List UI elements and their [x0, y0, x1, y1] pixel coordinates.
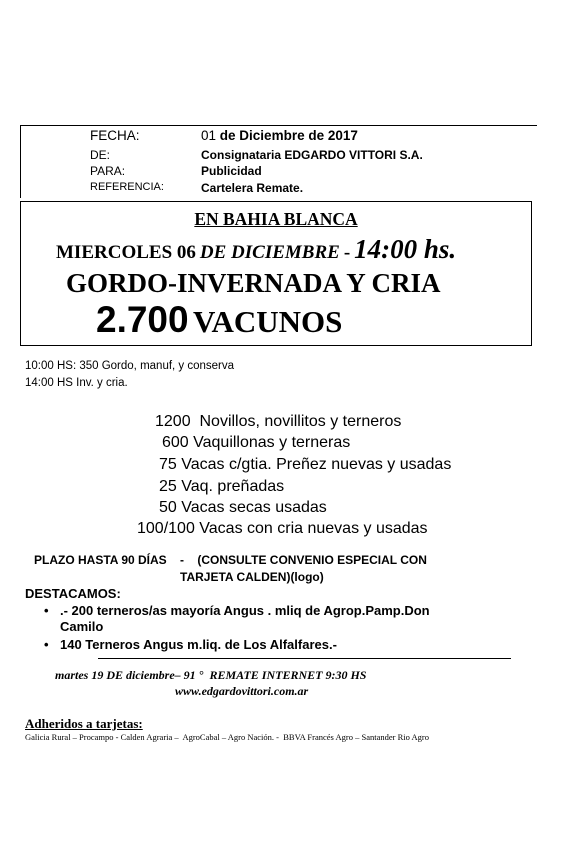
- lot-item: 50 Vacas secas usadas: [159, 499, 327, 516]
- para-value: Publicidad: [201, 164, 262, 178]
- fecha-day: 01: [201, 128, 217, 143]
- destacamos-item-cont: Camilo: [60, 619, 104, 634]
- referencia-value: Cartelera Remate.: [201, 181, 304, 195]
- lot-item: 25 Vaq. preñadas: [159, 478, 285, 495]
- de-label: DE:: [90, 148, 111, 162]
- event-count: 2.700: [96, 299, 189, 340]
- event-date-line: [56, 234, 456, 265]
- referencia-label: REFERENCIA:: [90, 181, 164, 193]
- lot-item: 75 Vacas c/gtia. Preñez nuevas y usadas: [159, 456, 452, 473]
- website-link[interactable]: www.edgardovittori.com.ar: [175, 684, 309, 698]
- event-category: GORDO-INVERNADA Y CRIA: [66, 268, 441, 298]
- lot-item: 100/100 Vacas con cria nuevas y usadas: [137, 520, 428, 537]
- schedule-line-2: 14:00 HS Inv. y cria.: [25, 377, 128, 389]
- event-month: DE DICIEMBRE: [199, 242, 340, 263]
- fecha-rest: de Diciembre de 2017: [219, 128, 358, 143]
- destacamos-item: 140 Terneros Angus m.liq. de Los Alfalfares.-: [60, 637, 337, 652]
- adheridos-title: Adheridos a tarjetas:: [25, 716, 143, 731]
- destacamos-item: .- 200 terneros/as mayoría Angus . mliq de Agrop.Pamp.Don: [60, 603, 430, 618]
- fecha-value: [201, 128, 358, 143]
- adheridos-list: Galicia Rural – Procampo - Calden Agraria – AgroCabal – Agro Nación. - BBVA Francés Agro – Santander Rio Agro: [25, 732, 429, 742]
- event-location: EN BAHIA BLANCA: [194, 209, 358, 229]
- plazo-line-1: PLAZO HASTA 90 DÍAS - (CONSULTE CONVENIO ESPECIAL CON: [34, 553, 427, 567]
- lot-item: 1200 Novillos, novillitos y terneros: [155, 413, 402, 430]
- bullet-icon: •: [44, 637, 49, 652]
- event-unit: VACUNOS: [193, 304, 343, 339]
- event-count-line: [96, 299, 342, 341]
- header-top-rule: [20, 125, 537, 126]
- footer-rule: [98, 658, 511, 659]
- para-label: PARA:: [90, 164, 126, 178]
- header-left-rule: [20, 125, 21, 198]
- lot-item: 600 Vaquillonas y terneras: [162, 434, 351, 451]
- schedule-line-1: 10:00 HS: 350 Gordo, manuf, y conserva: [25, 360, 235, 372]
- bullet-icon: •: [44, 603, 49, 618]
- de-value: Consignataria EDGARDO VITTORI S.A.: [201, 148, 423, 162]
- fecha-label: FECHA:: [90, 128, 140, 143]
- plazo-line-2: TARJETA CALDEN)(logo): [180, 570, 324, 584]
- event-dash: -: [343, 242, 351, 263]
- next-event: martes 19 DE diciembre– 91 ° REMATE INTERNET 9:30 HS: [55, 668, 367, 682]
- event-time: 14:00 hs.: [354, 234, 457, 264]
- event-day: MIERCOLES 06: [56, 242, 196, 263]
- destacamos-title: DESTACAMOS:: [25, 586, 121, 601]
